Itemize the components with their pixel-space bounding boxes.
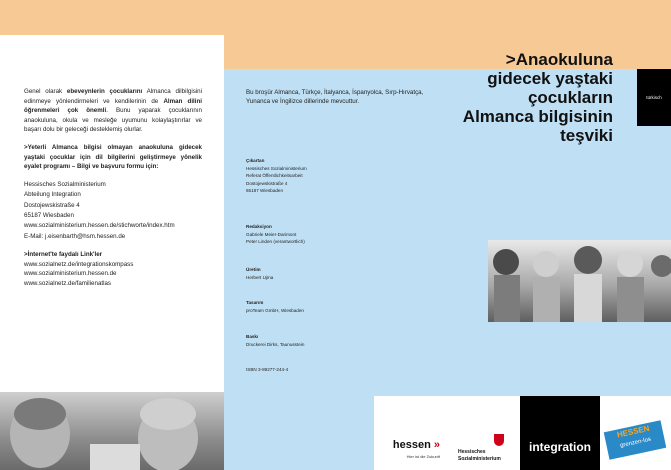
title-line: Almanca bilgisinin [462,107,613,126]
integration-label: integration [529,440,591,454]
links-block [24,250,202,288]
credit-editorial [246,223,436,246]
link-item[interactable]: www.sozialministerium.hessen.de [24,270,117,278]
credit-line: Herbert Ujma [246,274,274,280]
credit-line: Dostojewskistraße 4 [246,180,288,186]
grenzenlos-bottom: grenzen-los [619,436,652,450]
link-item[interactable]: www.sozialnetz.de/integrationskompass [24,260,134,268]
credit-publisher [246,157,436,195]
children-photo-left-shapes [0,392,224,470]
hessen-word: hessen [392,439,431,451]
ministry-url-link[interactable]: www.sozialministerium.hessen.de/stichworte/index.htm [24,222,175,230]
hessen-slogan: Hier ist die Zukunft [406,454,440,459]
integration-logo-box [520,396,600,470]
intro-paragraph: Genel olarak ebeveynlerin çocuklarını Almanca dilbilgisini edinmeye yönlendirmeleri ve kendilerinin de Alman dilini öğrenmeleri çok önemli. Bunu yaparak çocuklarının anaokuluna, okula ve mesleğe uyumunu kolaylaştırırlar ve başarı dolu bir geleceği desteklemiş olurlar. [24,88,203,134]
middle-panel [224,0,448,470]
credit-heading: Üretim [246,267,261,272]
right-panel [448,0,671,470]
credit-isbn [246,366,436,374]
grenzenlos-logo-box [600,396,671,470]
credit-design [246,299,436,314]
address-line: 65187 Wiesbaden [24,211,74,219]
credit-line: Referat Öffentlichkeitsarbeit [246,173,303,179]
credit-line: 65187 Wiesbaden [246,188,284,194]
left-panel [0,0,224,470]
credit-heading: Çıkartan [246,158,265,163]
credit-line: Gabriele Meier-Darimont [246,231,297,237]
address-block [24,180,202,242]
credit-print [246,333,436,348]
ministry-name-line1: Hessisches [458,449,486,455]
credit-heading: Tasarım [246,300,264,305]
grenzenlos-badge [604,420,667,459]
credit-line: Peter Linden (verantwortlich) [246,239,305,245]
title-line: >Anaokuluna [505,50,613,69]
links-heading: >İnternet'te faydalı Link'ler [24,251,103,259]
language-availability: Bu broşür Almanca, Türkçe, İtalyanca, İspanyolca, Sırp-Hırvatça, Yunanca ve İngilizce dillerinde mevcuttur. [246,89,424,106]
credit-heading: Redaksiyon [246,224,272,229]
hessen-arrows: » [433,439,440,451]
program-heading: >Yeterli Almanca bilgisi olmayan anaokuluna gidecek yaştaki çocuklar için dil bilgilerini geliştirmeye yönelik eyalet programı – Bilgi ve başvuru formu için: [24,143,202,171]
ministry-name-line2: Sozialministerium [458,456,501,462]
credit-production [246,266,436,281]
language-tab: türkisch [637,69,671,126]
title-line: gidecek yaştaki [487,69,613,88]
credit-line: Druckerei Dirks, Taunusstein [246,341,305,347]
peach-band [0,0,224,35]
title-line: teşviki [560,126,613,145]
isbn: ISBN 3-89277-244-4 [246,367,289,372]
link-item[interactable]: www.sozialnetz.de/familienatlas [24,279,112,287]
address-line: Abteilung Integration [24,191,81,199]
address-line: Hessisches Sozialministerium [24,180,106,188]
brochure-title [448,50,613,145]
peach-band [224,0,448,69]
children-photo-right [488,240,671,322]
email-link[interactable]: E-Mail: j.eisenbarth@hsm.hessen.de [24,232,126,240]
title-line: çocukların [527,88,613,107]
address-line: Dostojewskistraße 4 [24,201,80,209]
coat-of-arms-icon [494,434,504,446]
left-panel-body [24,87,202,289]
hessen-logo-box [374,396,448,470]
hessen-logo [393,439,440,451]
children-photo-right-shapes [488,240,671,322]
credit-line: proTeam GmbH, Wiesbaden [246,307,304,313]
credit-heading: Baskı [246,334,259,339]
credit-line: Hessisches Sozialministerium [246,165,307,171]
grenzenlos-top: HESSEN [616,423,651,440]
ministry-logo-box [448,396,520,470]
children-photo-left [0,392,224,470]
